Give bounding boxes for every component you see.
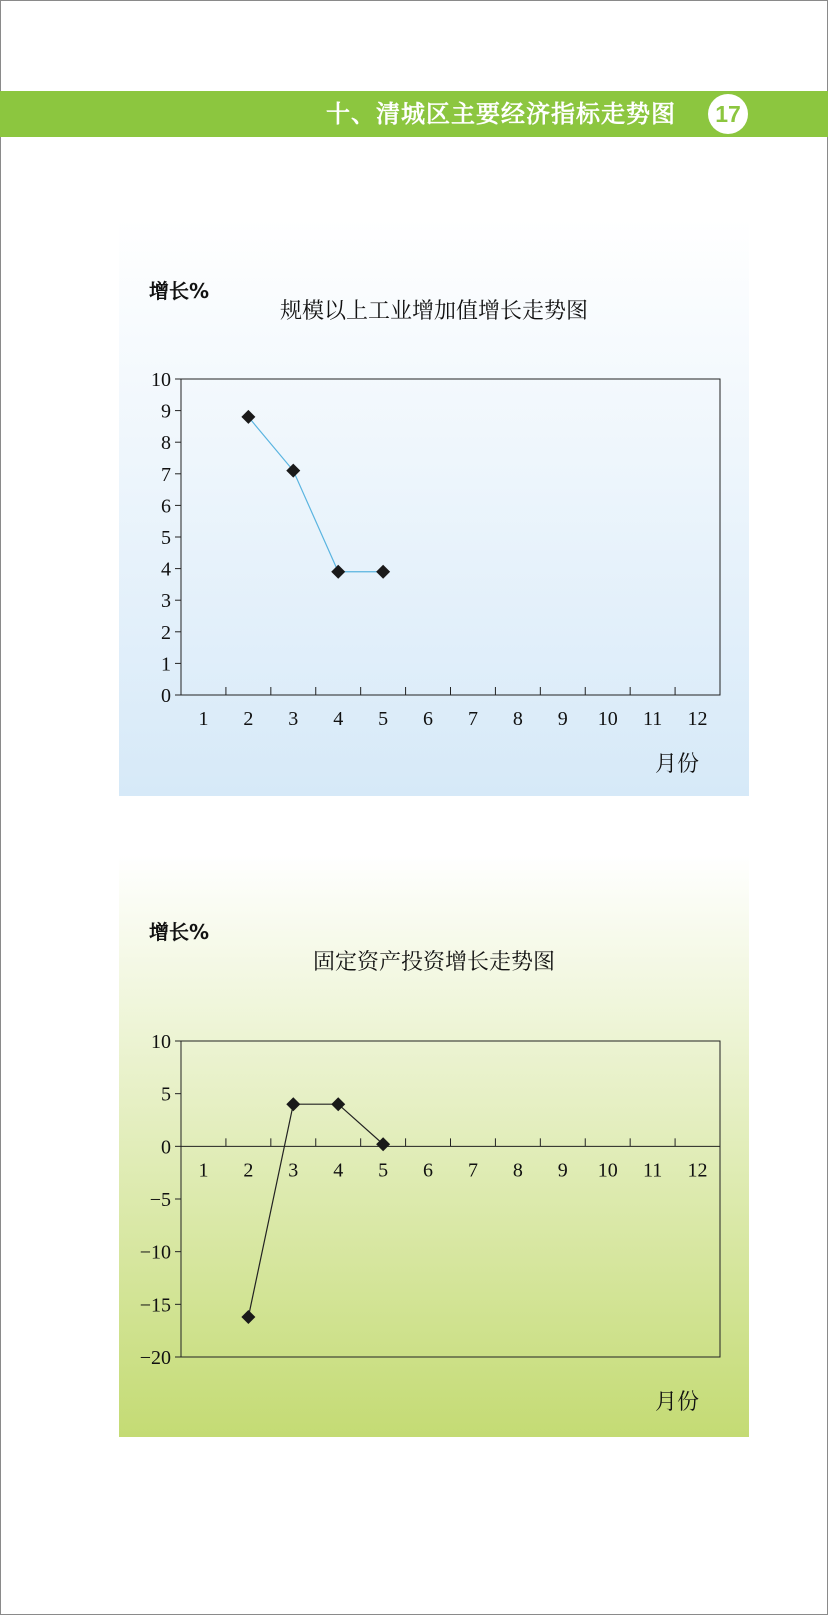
y-tick-label: 5	[161, 527, 171, 549]
chart-title: 规模以上工业增加值增长走势图	[279, 299, 589, 324]
x-tick-label: 8	[512, 1159, 523, 1182]
x-tick-label: 12	[687, 708, 708, 730]
page-title: 十、清城区主要经济指标走势图	[326, 100, 676, 128]
y-tick-label: 3	[161, 590, 171, 613]
y-tick-label: 10	[151, 369, 171, 391]
data-point	[376, 565, 390, 579]
x-tick-label: 9	[557, 1159, 568, 1182]
plot-area	[181, 1041, 720, 1357]
x-tick-label: 9	[557, 708, 568, 730]
y-tick-label: 0	[161, 1136, 171, 1159]
y-tick-label: 7	[161, 463, 171, 486]
x-tick-label: 10	[597, 708, 618, 730]
header-bar	[0, 91, 828, 137]
data-point	[241, 410, 255, 424]
series-line	[248, 417, 383, 572]
y-tick-label: 10	[151, 1031, 171, 1053]
plot-area	[181, 379, 720, 695]
y-tick-label: 2	[161, 621, 171, 644]
y-tick-label: 9	[161, 400, 171, 423]
x-tick-label: 7	[467, 708, 478, 730]
series-line	[248, 1104, 383, 1317]
x-tick-label: 1	[198, 708, 209, 730]
x-tick-label: 11	[642, 708, 663, 730]
data-point	[241, 1310, 255, 1324]
y-tick-label: 4	[161, 558, 171, 581]
x-tick-label: 6	[423, 708, 434, 730]
chart-panel-fixed-asset	[119, 855, 749, 1437]
y-tick-label: −10	[139, 1241, 171, 1264]
x-tick-label: 2	[243, 1159, 254, 1182]
data-point	[286, 1097, 300, 1111]
x-tick-label: 4	[333, 1159, 344, 1182]
x-tick-label: 4	[333, 708, 344, 730]
x-axis-label: 月份	[654, 752, 699, 777]
x-tick-label: 10	[597, 1159, 618, 1182]
data-point	[286, 464, 300, 478]
x-tick-label: 8	[512, 708, 523, 730]
chart-title: 固定资产投资增长走势图	[312, 950, 556, 975]
fixed-asset-growth-chart	[119, 855, 749, 1437]
x-tick-label: 11	[642, 1159, 663, 1182]
y-axis-unit-label: 增长%	[149, 920, 210, 944]
x-tick-label: 2	[243, 708, 254, 730]
y-tick-label: 6	[161, 495, 171, 518]
chart-panel-industrial	[119, 218, 749, 796]
x-tick-label: 12	[687, 1159, 708, 1182]
x-tick-label: 6	[423, 1159, 434, 1182]
y-tick-label: −20	[139, 1347, 171, 1369]
y-tick-label: 8	[161, 432, 171, 455]
data-point	[331, 565, 345, 579]
page-number-badge: 17	[708, 94, 748, 134]
industrial-growth-chart	[119, 218, 749, 796]
y-tick-label: −5	[149, 1189, 171, 1211]
x-tick-label: 7	[467, 1159, 478, 1182]
y-tick-label: 0	[161, 685, 171, 707]
y-tick-label: 1	[161, 653, 171, 676]
x-axis-label: 月份	[654, 1390, 699, 1415]
y-axis-unit-label: 增长%	[149, 279, 210, 303]
x-tick-label: 1	[198, 1159, 209, 1182]
y-tick-label: −15	[139, 1294, 171, 1317]
x-tick-label: 5	[378, 708, 389, 730]
x-tick-label: 3	[288, 708, 299, 730]
y-tick-label: 5	[161, 1083, 171, 1106]
x-tick-label: 5	[378, 1159, 389, 1182]
x-tick-label: 3	[288, 1159, 299, 1182]
